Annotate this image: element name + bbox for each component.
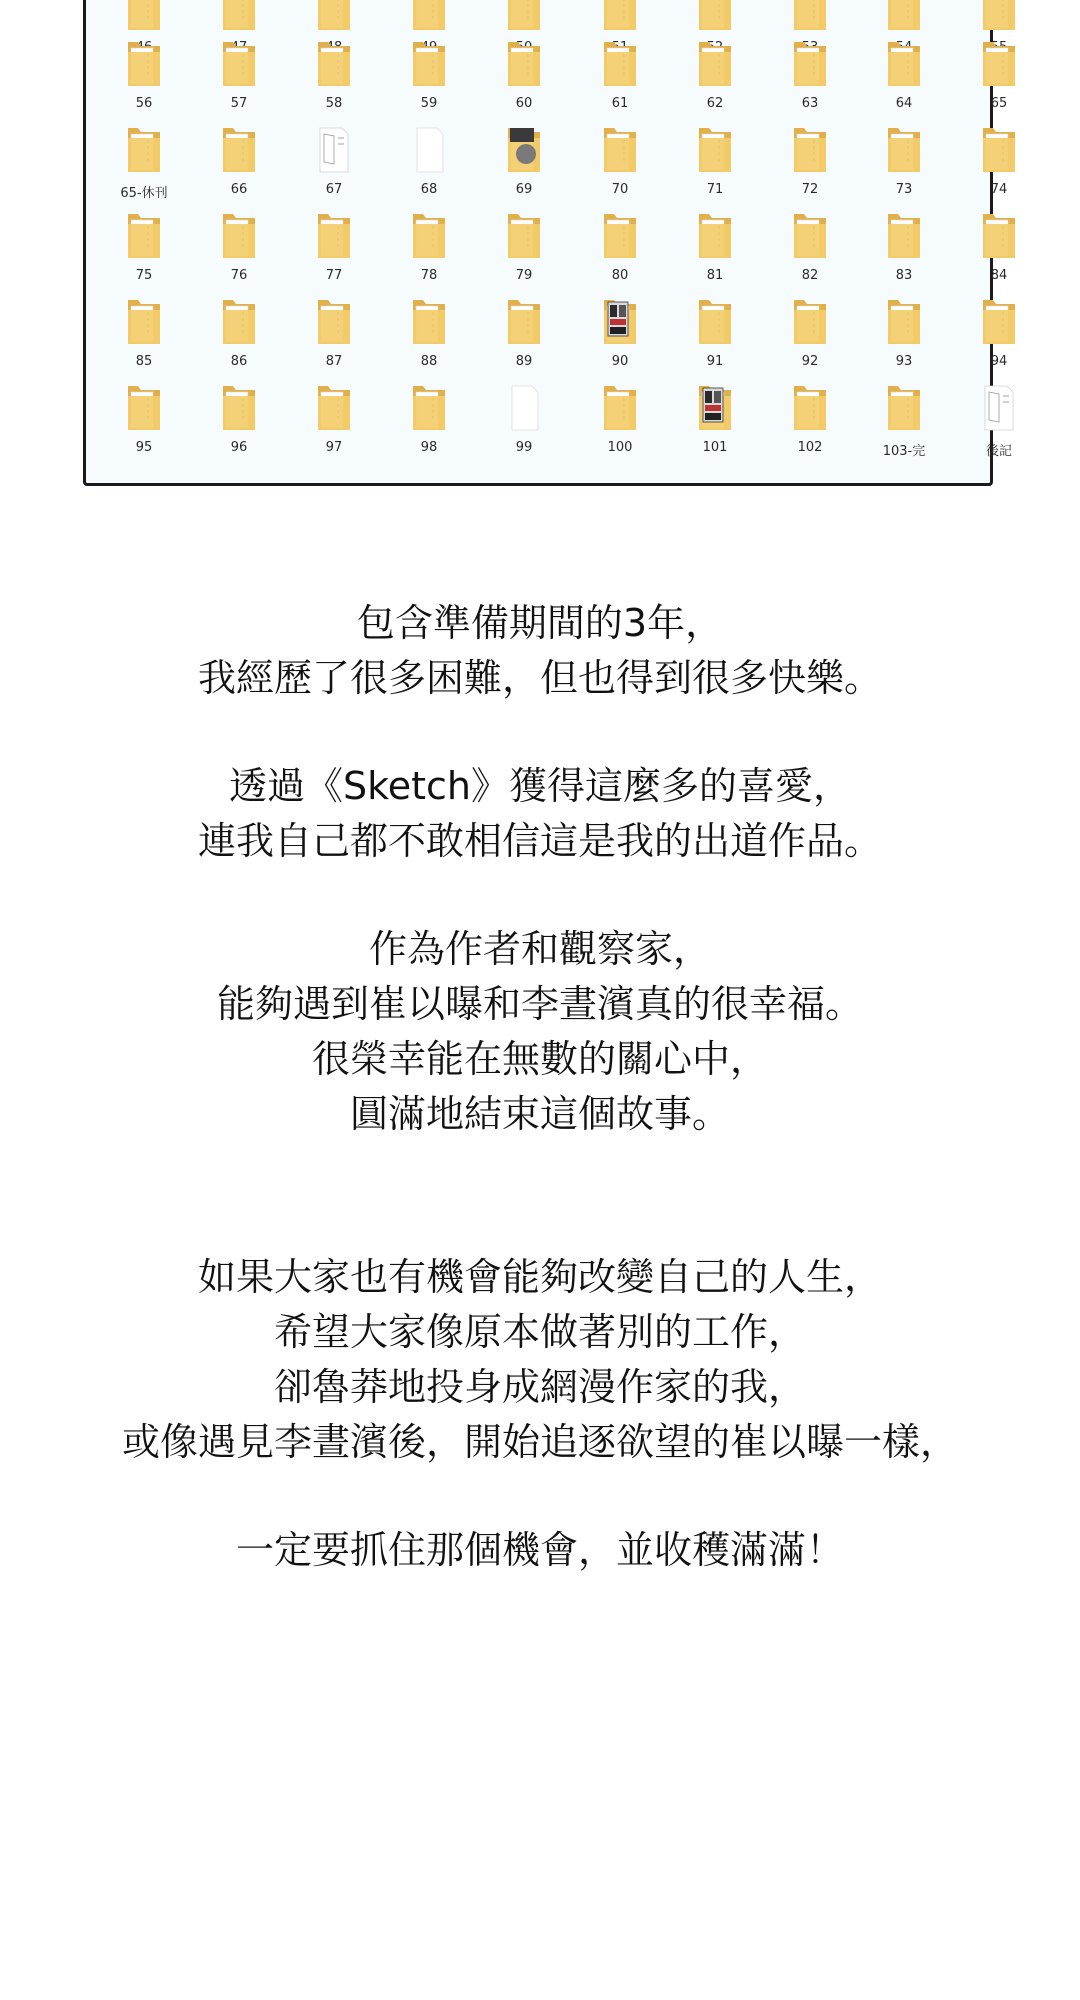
message-line: 我經歷了很多困難，但也得到很多快樂。 xyxy=(197,656,882,700)
folder-icon xyxy=(792,210,828,262)
folder-label: 59 xyxy=(420,96,438,111)
folder-label: 88 xyxy=(420,354,438,369)
folder-item[interactable] xyxy=(288,38,380,124)
message-line: 作為作者和觀察家， xyxy=(368,927,711,971)
folder-item[interactable] xyxy=(669,210,761,296)
folder-icon xyxy=(221,124,257,176)
folder-item[interactable] xyxy=(764,38,856,124)
folder-label: 94 xyxy=(990,354,1008,369)
message-line: 很榮幸能在無數的關心中， xyxy=(311,1037,768,1081)
folder-label: 65-休刊 xyxy=(120,186,168,201)
message-line: 能夠遇到崔以曝和李晝濱真的很幸福。 xyxy=(216,982,863,1026)
folder-label: 76 xyxy=(230,268,248,283)
folder-item[interactable] xyxy=(858,124,950,210)
file-thumbnail-icon xyxy=(981,382,1017,434)
message-line: 一定要抓住那個機會，並收穫滿滿！ xyxy=(235,1528,844,1572)
file-explorer-window xyxy=(83,0,1012,486)
folder-icon xyxy=(602,124,638,176)
folder-icon xyxy=(886,296,922,348)
folder-item[interactable] xyxy=(574,38,666,124)
folder-icon xyxy=(316,210,352,262)
folder-icon xyxy=(126,38,162,90)
folder-icon xyxy=(981,210,1017,262)
folder-label: 75 xyxy=(135,268,153,283)
folder-icon xyxy=(886,382,922,434)
message-line: 透過《Sketch》獲得這麼多的喜愛， xyxy=(228,764,852,808)
folder-label: 64 xyxy=(895,96,913,111)
folder-label: 65 xyxy=(990,96,1008,111)
folder-item[interactable] xyxy=(953,296,1045,382)
folder-item[interactable] xyxy=(858,210,950,296)
file-thumbnail-icon xyxy=(506,124,542,176)
folder-label: 101 xyxy=(702,440,728,455)
folder-icon xyxy=(221,296,257,348)
folder-icon xyxy=(316,0,352,34)
folder-label: 56 xyxy=(135,96,153,111)
folder-icon xyxy=(411,38,447,90)
folder-icon xyxy=(126,0,162,34)
folder-icon xyxy=(126,296,162,348)
folder-label: 77 xyxy=(325,268,343,283)
folder-item[interactable] xyxy=(98,382,190,468)
file-thumbnail-icon xyxy=(411,124,447,176)
folder-icon xyxy=(602,382,638,434)
folder-label: 71 xyxy=(706,182,724,197)
folder-label: 61 xyxy=(611,96,629,111)
folder-item[interactable] xyxy=(478,38,570,124)
folder-item[interactable] xyxy=(953,210,1045,296)
folder-icon xyxy=(602,210,638,262)
folder-item[interactable] xyxy=(288,210,380,296)
folder-row xyxy=(86,210,1008,296)
folder-row xyxy=(86,296,1008,382)
folder-icon xyxy=(886,38,922,90)
image-thumbnail-icon xyxy=(697,382,733,434)
image-thumbnail-icon xyxy=(602,296,638,348)
folder-icon xyxy=(697,296,733,348)
folder-icon xyxy=(126,210,162,262)
folder-label: 69 xyxy=(515,182,533,197)
folder-label: 70 xyxy=(611,182,629,197)
folder-item[interactable] xyxy=(193,382,285,468)
folder-icon xyxy=(886,124,922,176)
folder-row xyxy=(86,382,1012,468)
folder-item[interactable] xyxy=(764,210,856,296)
folder-label: 83 xyxy=(895,268,913,283)
folder-label: 後記 xyxy=(985,444,1012,459)
folder-icon xyxy=(697,38,733,90)
message-line: 圓滿地結束這個故事。 xyxy=(349,1092,730,1136)
folder-label: 86 xyxy=(230,354,248,369)
folder-label: 90 xyxy=(611,354,629,369)
folder-label: 95 xyxy=(135,440,153,455)
folder-icon xyxy=(411,382,447,434)
folder-item[interactable] xyxy=(193,38,285,124)
folder-label: 62 xyxy=(706,96,724,111)
folder-icon xyxy=(126,382,162,434)
folder-item[interactable] xyxy=(764,124,856,210)
folder-label: 84 xyxy=(990,268,1008,283)
folder-label: 98 xyxy=(420,440,438,455)
folder-label: 96 xyxy=(230,440,248,455)
folder-item[interactable] xyxy=(98,124,190,210)
folder-item[interactable] xyxy=(669,296,761,382)
folder-icon xyxy=(792,0,828,34)
folder-item[interactable] xyxy=(574,382,666,468)
folder-item[interactable] xyxy=(193,296,285,382)
folder-item[interactable] xyxy=(193,210,285,296)
folder-item[interactable] xyxy=(478,382,570,468)
message-line: 或像遇見李晝濱後，開始追逐欲望的崔以曝一樣， xyxy=(121,1420,958,1464)
folder-icon xyxy=(697,124,733,176)
folder-icon xyxy=(506,296,542,348)
folder-icon xyxy=(981,124,1017,176)
folder-icon xyxy=(506,0,542,34)
folder-label: 80 xyxy=(611,268,629,283)
folder-item[interactable] xyxy=(98,296,190,382)
folder-item[interactable] xyxy=(764,382,856,468)
folder-item[interactable] xyxy=(478,296,570,382)
folder-icon xyxy=(886,0,922,34)
folder-item[interactable] xyxy=(858,382,950,468)
folder-icon xyxy=(886,210,922,262)
folder-item[interactable] xyxy=(669,124,761,210)
folder-label: 78 xyxy=(420,268,438,283)
folder-icon xyxy=(316,296,352,348)
folder-item[interactable] xyxy=(953,124,1045,210)
folder-icon xyxy=(981,0,1017,34)
folder-label: 66 xyxy=(230,182,248,197)
message-line: 希望大家像原本做著別的工作， xyxy=(273,1310,806,1354)
folder-item[interactable] xyxy=(953,382,1045,468)
folder-icon xyxy=(221,382,257,434)
folder-item[interactable] xyxy=(478,124,570,210)
folder-icon xyxy=(411,296,447,348)
file-thumbnail-icon xyxy=(506,382,542,434)
folder-item[interactable] xyxy=(383,382,475,468)
folder-icon xyxy=(981,38,1017,90)
message-line: 如果大家也有機會能夠改變自己的人生， xyxy=(197,1255,882,1299)
folder-item[interactable] xyxy=(288,296,380,382)
folder-icon xyxy=(506,38,542,90)
folder-icon xyxy=(316,38,352,90)
folder-item[interactable] xyxy=(383,124,475,210)
folder-item[interactable] xyxy=(574,296,666,382)
folder-item[interactable] xyxy=(383,38,475,124)
folder-item[interactable] xyxy=(98,210,190,296)
message-line: 連我自己都不敢相信這是我的出道作品。 xyxy=(197,819,882,863)
folder-label: 74 xyxy=(990,182,1008,197)
folder-icon xyxy=(602,0,638,34)
folder-label: 97 xyxy=(325,440,343,455)
folder-label: 102 xyxy=(797,440,823,455)
folder-label: 99 xyxy=(515,440,533,455)
folder-label: 82 xyxy=(801,268,819,283)
afterword-message xyxy=(0,596,1080,1578)
folder-icon xyxy=(697,210,733,262)
folder-icon xyxy=(697,0,733,34)
folder-icon xyxy=(411,0,447,34)
folder-icon xyxy=(792,124,828,176)
folder-item[interactable] xyxy=(383,296,475,382)
message-line: 包含準備期間的3年， xyxy=(356,601,724,645)
folder-item[interactable] xyxy=(574,124,666,210)
folder-label: 63 xyxy=(801,96,819,111)
folder-item[interactable] xyxy=(669,382,761,468)
folder-icon xyxy=(506,210,542,262)
folder-label: 85 xyxy=(135,354,153,369)
folder-label: 87 xyxy=(325,354,343,369)
folder-item[interactable] xyxy=(574,210,666,296)
folder-icon xyxy=(602,38,638,90)
folder-label: 81 xyxy=(706,268,724,283)
folder-icon xyxy=(316,382,352,434)
folder-item[interactable] xyxy=(953,38,1045,124)
folder-icon xyxy=(411,210,447,262)
folder-label: 60 xyxy=(515,96,533,111)
folder-label: 92 xyxy=(801,354,819,369)
folder-icon xyxy=(792,382,828,434)
folder-item[interactable] xyxy=(764,296,856,382)
folder-row xyxy=(86,38,1008,124)
folder-item[interactable] xyxy=(669,38,761,124)
folder-label: 57 xyxy=(230,96,248,111)
folder-item[interactable] xyxy=(288,382,380,468)
folder-item[interactable] xyxy=(288,124,380,210)
folder-item[interactable] xyxy=(383,210,475,296)
folder-icon xyxy=(792,296,828,348)
folder-label: 58 xyxy=(325,96,343,111)
folder-label: 68 xyxy=(420,182,438,197)
folder-item[interactable] xyxy=(193,124,285,210)
folder-icon xyxy=(221,210,257,262)
file-thumbnail-icon xyxy=(316,124,352,176)
folder-label: 89 xyxy=(515,354,533,369)
message-line: 卻魯莽地投身成網漫作家的我， xyxy=(273,1365,806,1409)
folder-label: 100 xyxy=(607,440,633,455)
folder-label: 91 xyxy=(706,354,724,369)
folder-item[interactable] xyxy=(478,210,570,296)
folder-label: 93 xyxy=(895,354,913,369)
folder-row xyxy=(86,124,1008,210)
folder-icon xyxy=(221,38,257,90)
folder-label: 103-完 xyxy=(882,444,926,459)
folder-icon xyxy=(126,124,162,176)
folder-item[interactable] xyxy=(858,296,950,382)
folder-label: 72 xyxy=(801,182,819,197)
folder-label: 73 xyxy=(895,182,913,197)
folder-label: 79 xyxy=(515,268,533,283)
folder-icon xyxy=(981,296,1017,348)
folder-icon xyxy=(221,0,257,34)
folder-item[interactable] xyxy=(98,38,190,124)
folder-label: 67 xyxy=(325,182,343,197)
folder-item[interactable] xyxy=(858,38,950,124)
folder-icon xyxy=(792,38,828,90)
